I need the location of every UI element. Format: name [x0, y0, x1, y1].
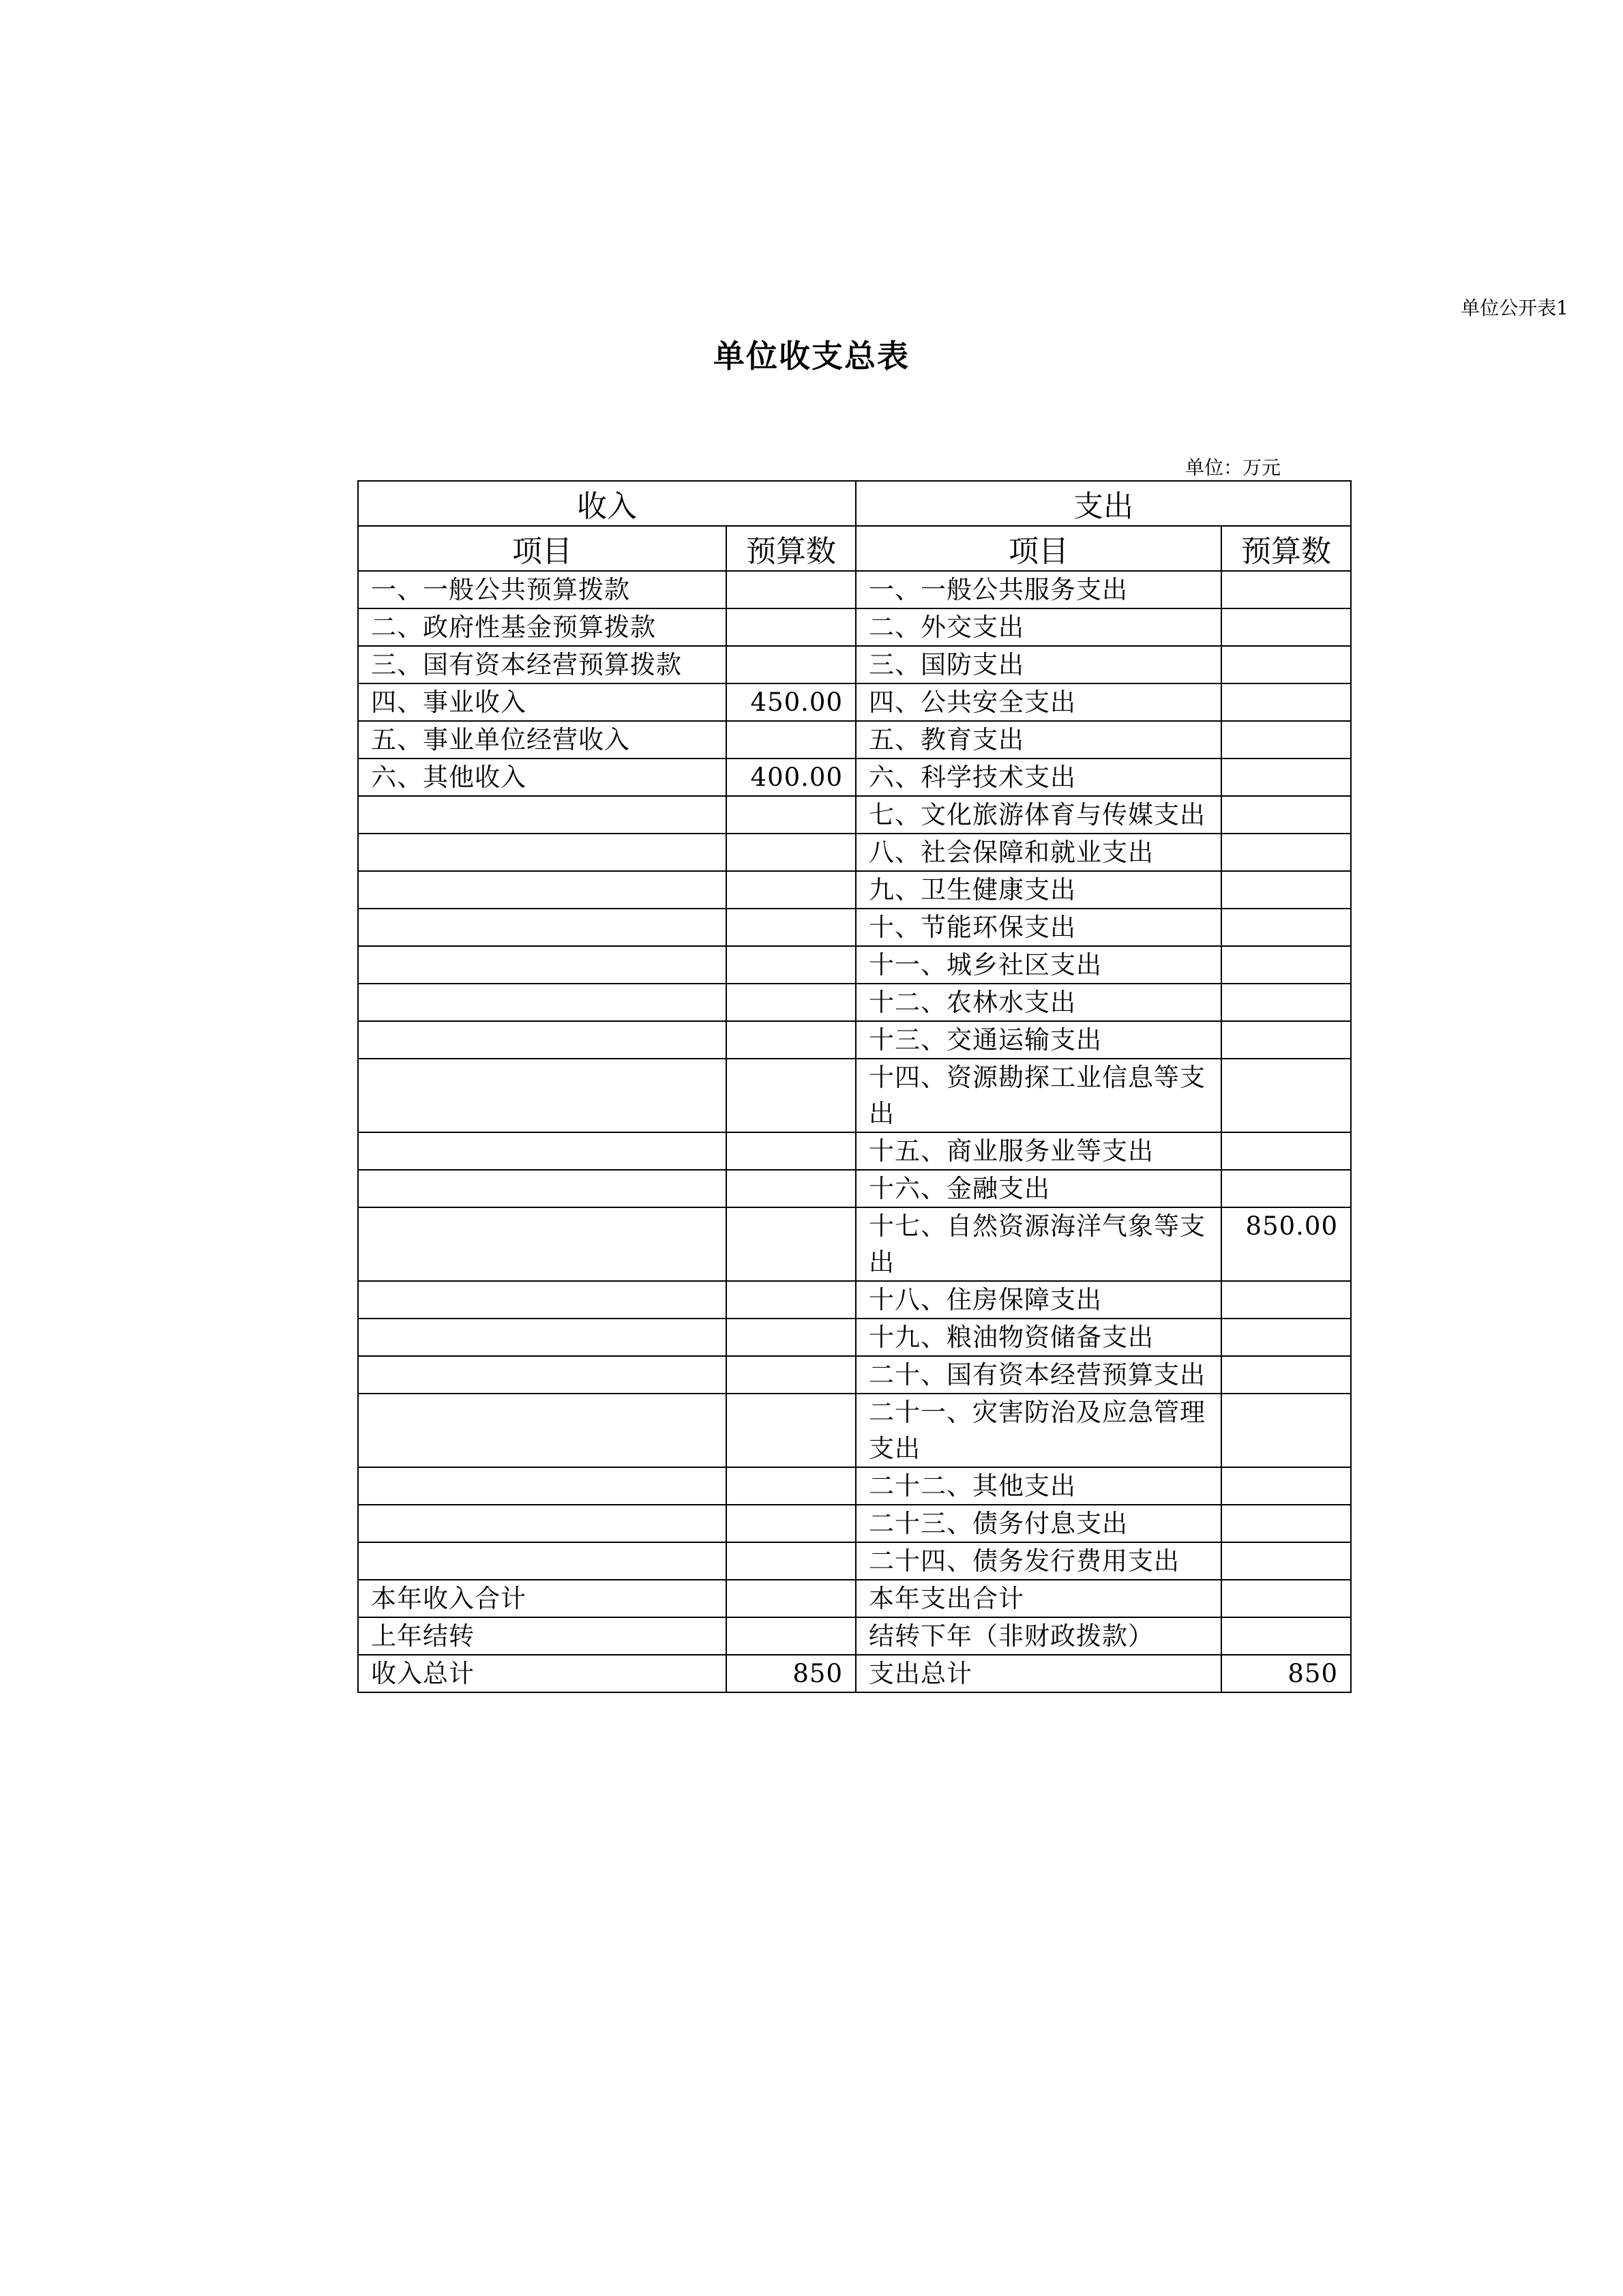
expense-item-cell: 十八、住房保障支出 [856, 1281, 1221, 1319]
income-item-cell [358, 1132, 726, 1170]
income-group-header: 收入 [358, 481, 856, 526]
income-amount-cell [726, 1170, 856, 1207]
expense-amount-cell [1221, 834, 1351, 871]
expense-item-cell: 四、公共安全支出 [856, 683, 1221, 721]
expense-item-cell: 七、文化旅游体育与传媒支出 [856, 796, 1221, 834]
income-amount-cell [726, 946, 856, 984]
expense-item-cell: 二十四、债务发行费用支出 [856, 1542, 1221, 1580]
income-amount-cell [726, 1580, 856, 1617]
expense-amount-cell [1221, 871, 1351, 909]
income-amount-cell [726, 721, 856, 759]
income-amount-header: 预算数 [726, 526, 856, 571]
income-item-cell: 一、一般公共预算拨款 [358, 571, 726, 608]
expense-amount-cell [1221, 1132, 1351, 1170]
table-row [358, 946, 1351, 984]
table-code: 单位公开表1 [1461, 297, 1568, 319]
income-amount-cell [726, 1319, 856, 1356]
income-amount-cell [726, 984, 856, 1021]
expense-amount-cell [1221, 909, 1351, 946]
income-amount-cell [726, 834, 856, 871]
income-amount-cell [726, 1394, 856, 1467]
table-row [358, 646, 1351, 683]
income-item-cell [358, 796, 726, 834]
income-amount-cell [726, 1021, 856, 1059]
expense-amount-cell [1221, 1170, 1351, 1207]
expense-item-cell: 十七、自然资源海洋气象等支出 [856, 1207, 1221, 1281]
expense-item-cell: 支出总计 [856, 1655, 1221, 1692]
income-item-cell [358, 1394, 726, 1467]
income-amount-cell [726, 1059, 856, 1132]
budget-summary-table [357, 480, 1352, 1693]
income-amount-cell: 850 [726, 1655, 856, 1692]
table-row [358, 796, 1351, 834]
expense-amount-cell [1221, 646, 1351, 683]
expense-amount-cell [1221, 1319, 1351, 1356]
table-row [358, 1467, 1351, 1505]
expense-item-cell: 十六、金融支出 [856, 1170, 1221, 1207]
expense-amount-cell [1221, 1467, 1351, 1505]
expense-item-cell: 十一、城乡社区支出 [856, 946, 1221, 984]
expense-item-cell: 三、国防支出 [856, 646, 1221, 683]
expense-item-cell: 二十、国有资本经营预算支出 [856, 1356, 1221, 1394]
expense-amount-cell: 850.00 [1221, 1207, 1351, 1281]
expense-item-cell: 十二、农林水支出 [856, 984, 1221, 1021]
income-amount-cell [726, 796, 856, 834]
income-item-header: 项目 [358, 526, 726, 571]
income-amount-cell [726, 646, 856, 683]
expense-amount-cell [1221, 1505, 1351, 1542]
expense-amount-cell [1221, 1356, 1351, 1394]
expense-item-header: 项目 [856, 526, 1221, 571]
expense-amount-cell: 850 [1221, 1655, 1351, 1692]
table-row [358, 721, 1351, 759]
table-row [358, 1021, 1351, 1059]
expense-item-cell: 十、节能环保支出 [856, 909, 1221, 946]
income-amount-cell [726, 1207, 856, 1281]
table-row [358, 1394, 1351, 1467]
income-amount-cell [726, 871, 856, 909]
table-body [358, 571, 1351, 1692]
income-item-cell: 五、事业单位经营收入 [358, 721, 726, 759]
income-item-cell [358, 1281, 726, 1319]
expense-amount-cell [1221, 984, 1351, 1021]
table-row [358, 1132, 1351, 1170]
expense-item-cell: 十三、交通运输支出 [856, 1021, 1221, 1059]
income-amount-cell [726, 1281, 856, 1319]
income-amount-cell [726, 909, 856, 946]
expense-amount-cell [1221, 1021, 1351, 1059]
income-item-cell [358, 1021, 726, 1059]
income-item-cell [358, 1467, 726, 1505]
column-header-row [358, 526, 1351, 571]
income-amount-cell [726, 1132, 856, 1170]
expense-amount-cell [1221, 1542, 1351, 1580]
table-row [358, 571, 1351, 608]
expense-item-cell: 二、外交支出 [856, 608, 1221, 646]
expense-amount-cell [1221, 1059, 1351, 1132]
table-row [358, 683, 1351, 721]
income-item-cell: 收入总计 [358, 1655, 726, 1692]
expense-item-cell: 结转下年（非财政拨款） [856, 1617, 1221, 1655]
income-item-cell [358, 1356, 726, 1394]
table-row [358, 608, 1351, 646]
expense-item-cell: 十九、粮油物资储备支出 [856, 1319, 1221, 1356]
table-row [358, 909, 1351, 946]
income-item-cell [358, 1059, 726, 1132]
expense-amount-cell [1221, 571, 1351, 608]
income-item-cell [358, 871, 726, 909]
income-amount-cell: 450.00 [726, 683, 856, 721]
table-row [358, 1170, 1351, 1207]
expense-item-cell: 一、一般公共服务支出 [856, 571, 1221, 608]
income-item-cell [358, 1319, 726, 1356]
expense-item-cell: 六、科学技术支出 [856, 759, 1221, 796]
income-amount-cell [726, 1542, 856, 1580]
table-row [358, 759, 1351, 796]
income-item-cell: 四、事业收入 [358, 683, 726, 721]
income-amount-cell [726, 1617, 856, 1655]
income-item-cell: 三、国有资本经营预算拨款 [358, 646, 726, 683]
income-item-cell: 六、其他收入 [358, 759, 726, 796]
expense-item-cell: 八、社会保障和就业支出 [856, 834, 1221, 871]
table-row [358, 1617, 1351, 1655]
expense-item-cell: 五、教育支出 [856, 721, 1221, 759]
expense-amount-cell [1221, 683, 1351, 721]
expense-item-cell: 本年支出合计 [856, 1580, 1221, 1617]
table-row [358, 871, 1351, 909]
expense-amount-cell [1221, 608, 1351, 646]
expense-amount-header: 预算数 [1221, 526, 1351, 571]
expense-item-cell: 十五、商业服务业等支出 [856, 1132, 1221, 1170]
income-item-cell: 二、政府性基金预算拨款 [358, 608, 726, 646]
income-item-cell [358, 1505, 726, 1542]
page-title: 单位收支总表 [713, 338, 910, 374]
table-row [358, 834, 1351, 871]
income-amount-cell [726, 608, 856, 646]
expense-amount-cell [1221, 1394, 1351, 1467]
expense-group-header: 支出 [856, 481, 1351, 526]
income-amount-cell [726, 1505, 856, 1542]
expense-item-cell: 二十三、债务付息支出 [856, 1505, 1221, 1542]
income-amount-cell: 400.00 [726, 759, 856, 796]
expense-item-cell: 二十一、灾害防治及应急管理支出 [856, 1394, 1221, 1467]
expense-amount-cell [1221, 721, 1351, 759]
table-row [358, 1319, 1351, 1356]
expense-item-cell: 十四、资源勘探工业信息等支出 [856, 1059, 1221, 1132]
expense-amount-cell [1221, 1281, 1351, 1319]
income-item-cell [358, 909, 726, 946]
table-row [358, 1655, 1351, 1692]
group-header-row [358, 481, 1351, 526]
income-item-cell: 上年结转 [358, 1617, 726, 1655]
expense-item-cell: 二十二、其他支出 [856, 1467, 1221, 1505]
expense-item-cell: 九、卫生健康支出 [856, 871, 1221, 909]
table-row [358, 984, 1351, 1021]
table-row [358, 1356, 1351, 1394]
table-row [358, 1207, 1351, 1281]
income-item-cell [358, 946, 726, 984]
table-row [358, 1580, 1351, 1617]
income-item-cell [358, 1170, 726, 1207]
expense-amount-cell [1221, 946, 1351, 984]
table-row [358, 1542, 1351, 1580]
income-item-cell [358, 834, 726, 871]
unit-label: 单位：万元 [1185, 456, 1281, 479]
income-item-cell [358, 1207, 726, 1281]
expense-amount-cell [1221, 796, 1351, 834]
expense-amount-cell [1221, 1617, 1351, 1655]
income-amount-cell [726, 1356, 856, 1394]
table-row [358, 1505, 1351, 1542]
income-item-cell [358, 984, 726, 1021]
income-item-cell: 本年收入合计 [358, 1580, 726, 1617]
income-amount-cell [726, 571, 856, 608]
expense-amount-cell [1221, 759, 1351, 796]
expense-amount-cell [1221, 1580, 1351, 1617]
table-row [358, 1059, 1351, 1132]
income-amount-cell [726, 1467, 856, 1505]
table-row [358, 1281, 1351, 1319]
income-item-cell [358, 1542, 726, 1580]
